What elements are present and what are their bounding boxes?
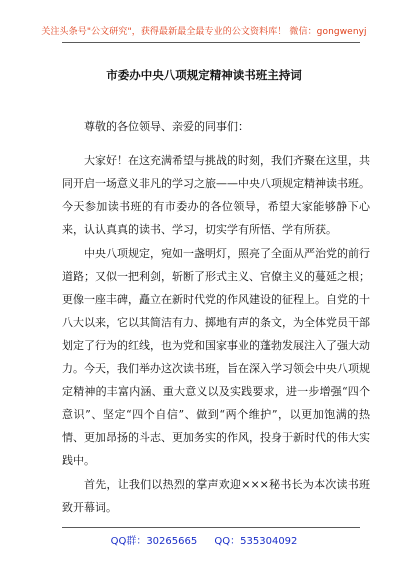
header-note: 关注头条号"公文研究"，获得最新最全最专业的公文资料库！ 微信：gongwenyj [41, 27, 367, 37]
paragraph-2: 中央八项规定，宛如一盏明灯，照亮了全面从严治党的前行道路；又似一把利剑，斩断了形式主义、官僚主义的蔓延之根；更像一座丰碑，矗立在新时代党的作风建设的征程上。自党的十八大以来，它以其简洁有力、掷地有声的条文，为全体党员干部划定了行为的红线，也为党和国家事业的蓬勃发展注入了强大动力。今天，我们举办这次读书班，旨在深入学习领会中央八项规定精神的丰富内涵、重大意义以及实践要求，进一步增强“四个意识”、坚定“四个自信”、做到“两个维护”，以更加饱满的热情、更加昂扬的斗志、更加务实的作风，投身于新时代的伟大实践中。 [62, 247, 370, 467]
footer-qq: QQ：535304092 [214, 536, 298, 547]
footer-divider [62, 527, 360, 528]
header-divider [62, 42, 360, 43]
document-title: 市委办中央八项规定精神读书班主持词 [106, 68, 302, 82]
paragraph-1: 大家好！在这充满希望与挑战的时刻，我们齐聚在这里，共同开启一场意义非凡的学习之旅——中央八项规定精神读书班。今天参加读书班的有市委办的各位领导，希望大家能够静下心来，认认真真的读书、学习，切实学有所悟、学有所获。 [62, 154, 370, 236]
paragraph-3: 首先，让我们以热烈的掌声欢迎×××秘书长为本次读书班致开幕词。 [62, 478, 370, 514]
salutation: 尊敬的各位领导、亲爱的同事们： [84, 120, 249, 133]
footer-qq-group: QQ群：30265665 [110, 536, 198, 547]
document-body [62, 115, 370, 520]
footer-contacts [0, 532, 408, 547]
